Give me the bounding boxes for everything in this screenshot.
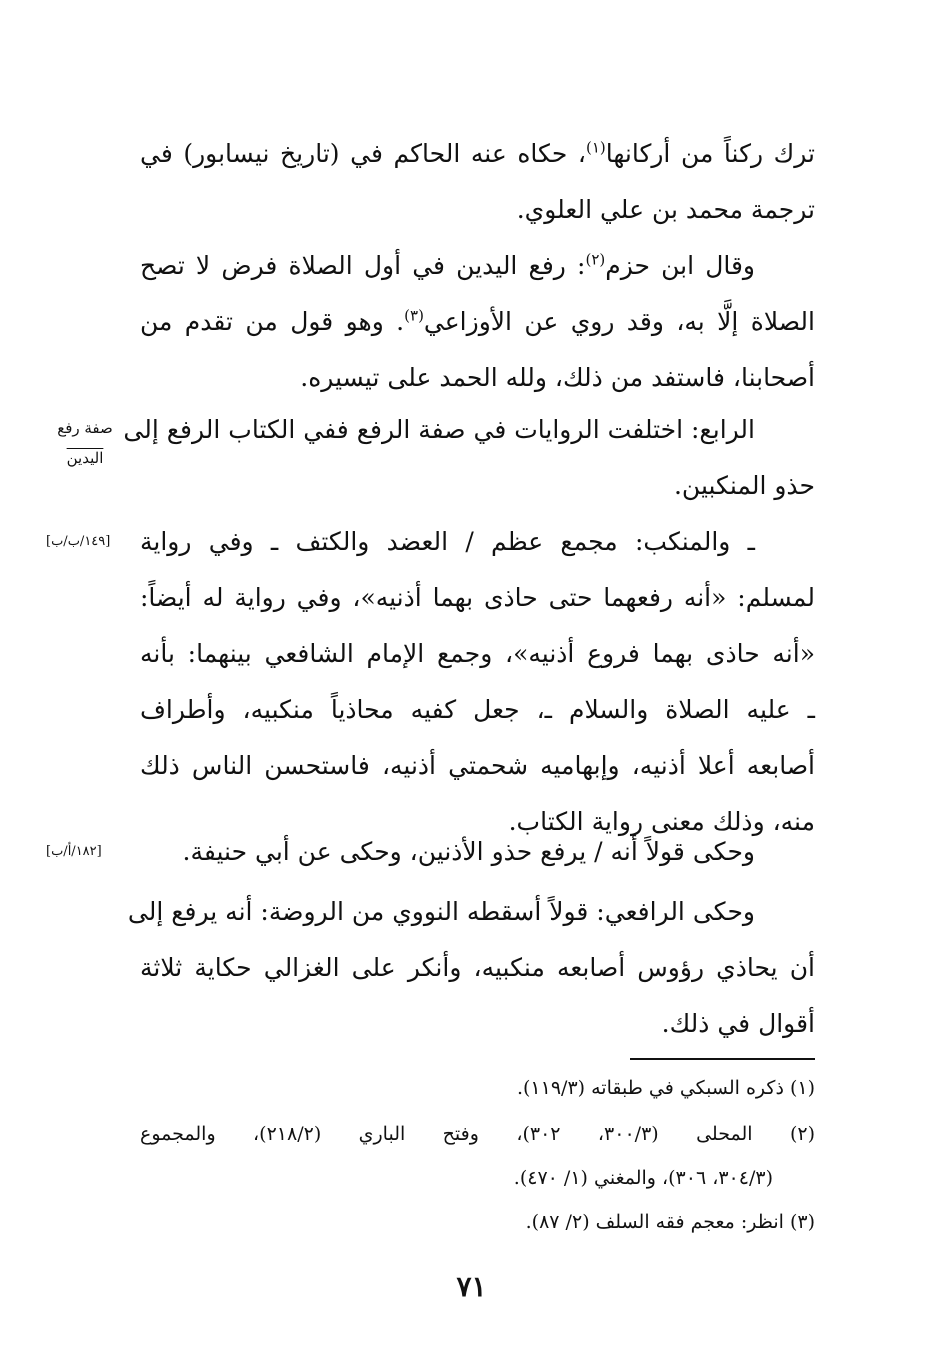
- footnote-3: (٣) انظر: معجم فقه السلف (٢/ ٨٧).: [525, 1211, 815, 1233]
- text-line: «أنه حاذى بهما فروع أذنيه»، وجمع الإمام الشافعي بينهما: بأنه: [140, 639, 815, 668]
- footnote-ref-3: (٣): [404, 306, 424, 325]
- text-line: وحكى قولاً أنه / يرفع حذو الأذنين، وحكى عن أبي حنيفة.: [182, 837, 755, 866]
- footnote-1: (١) ذكره السبكي في طبقاته (١١٩/٣).: [516, 1077, 815, 1099]
- text-line: أن يحاذي رؤوس أصابعه منكبيه، وأنكر على الغزالي حكاية ثلاثة: [140, 953, 815, 982]
- text-line: ترجمة محمد بن علي العلوي.: [516, 195, 815, 224]
- footnote-separator: [630, 1058, 815, 1060]
- margin-heading-line-2: اليدين: [66, 449, 104, 467]
- page-number: ٧١: [456, 1270, 487, 1303]
- text-line: حذو المنكبين.: [673, 471, 815, 500]
- paragraph-5: [140, 824, 815, 880]
- margin-heading-line-1: صفة رفع: [57, 419, 113, 437]
- footnote-2-line-1: (٢) المحلى (٣٠٠/٣، ٣٠٢)، وفتح الباري (٢١٨/٢)، والمجموع: [140, 1123, 815, 1145]
- text-line: ـ عليه الصلاة والسلام ـ، جعل كفيه محاذياً منكبيه، وأطراف: [140, 695, 815, 724]
- text-line: أصحابنا، فاستفد من ذلك، ولله الحمد على تيسيره.: [300, 363, 815, 392]
- manuscript-folio-ref-1: [١٤٩/ب/ب]: [46, 534, 111, 549]
- text-line: الرابع: اختلفت الروايات في صفة الرفع ففي الكتاب الرفع إلى: [123, 415, 755, 444]
- paragraph-2: [140, 238, 815, 406]
- text-line: لمسلم: «أنه رفعهما حتى حاذى بهما أذنيه»، وفي رواية له أيضاً:: [140, 583, 815, 612]
- text-line: ترك ركناً من أركانها$^{(١)}$، حكاه عنه الحاكم في (تاريخ نيسابور) في: [140, 138, 815, 168]
- manuscript-folio-ref-2: [١٨٢/أ/ب]: [46, 844, 102, 859]
- text-line: ـ والمنكب: مجمع عظم / العضد والكتف ـ وفي رواية: [140, 527, 755, 556]
- paragraph-4: [140, 514, 815, 850]
- text-line: الصلاة إلَّا به، وقد روي عن الأوزاعي$^{(٣)}$. وهو قول من تقدم من: [140, 306, 815, 336]
- text-line: أصابعه أعلا أذنيه، وإبهاميه شحمتي أذنيه، فاستحسن الناس ذلك: [140, 751, 815, 780]
- text-line: منه، وذلك معنى رواية الكتاب.: [508, 807, 815, 836]
- footnote-ref-1: (١): [585, 138, 606, 157]
- paragraph-1: [140, 126, 815, 238]
- footnote-ref-2: (٢): [585, 250, 606, 269]
- margin-heading: [30, 413, 140, 473]
- paragraph-6: [127, 884, 815, 1052]
- text-line: أقوال في ذلك.: [661, 1009, 815, 1038]
- footnote-2-line-2: (٣٠٤/٣، ٣٠٦)، والمغني (١/ ٤٧٠).: [513, 1167, 773, 1189]
- paragraph-3: [123, 402, 815, 514]
- text-line: وحكى الرافعي: قولاً أسقطه النووي من الروضة: أنه يرفع إلى: [127, 897, 755, 926]
- text-line: وقال ابن حزم$^{(٢)}$: رفع اليدين في أول الصلاة فرض لا تصح: [140, 250, 756, 280]
